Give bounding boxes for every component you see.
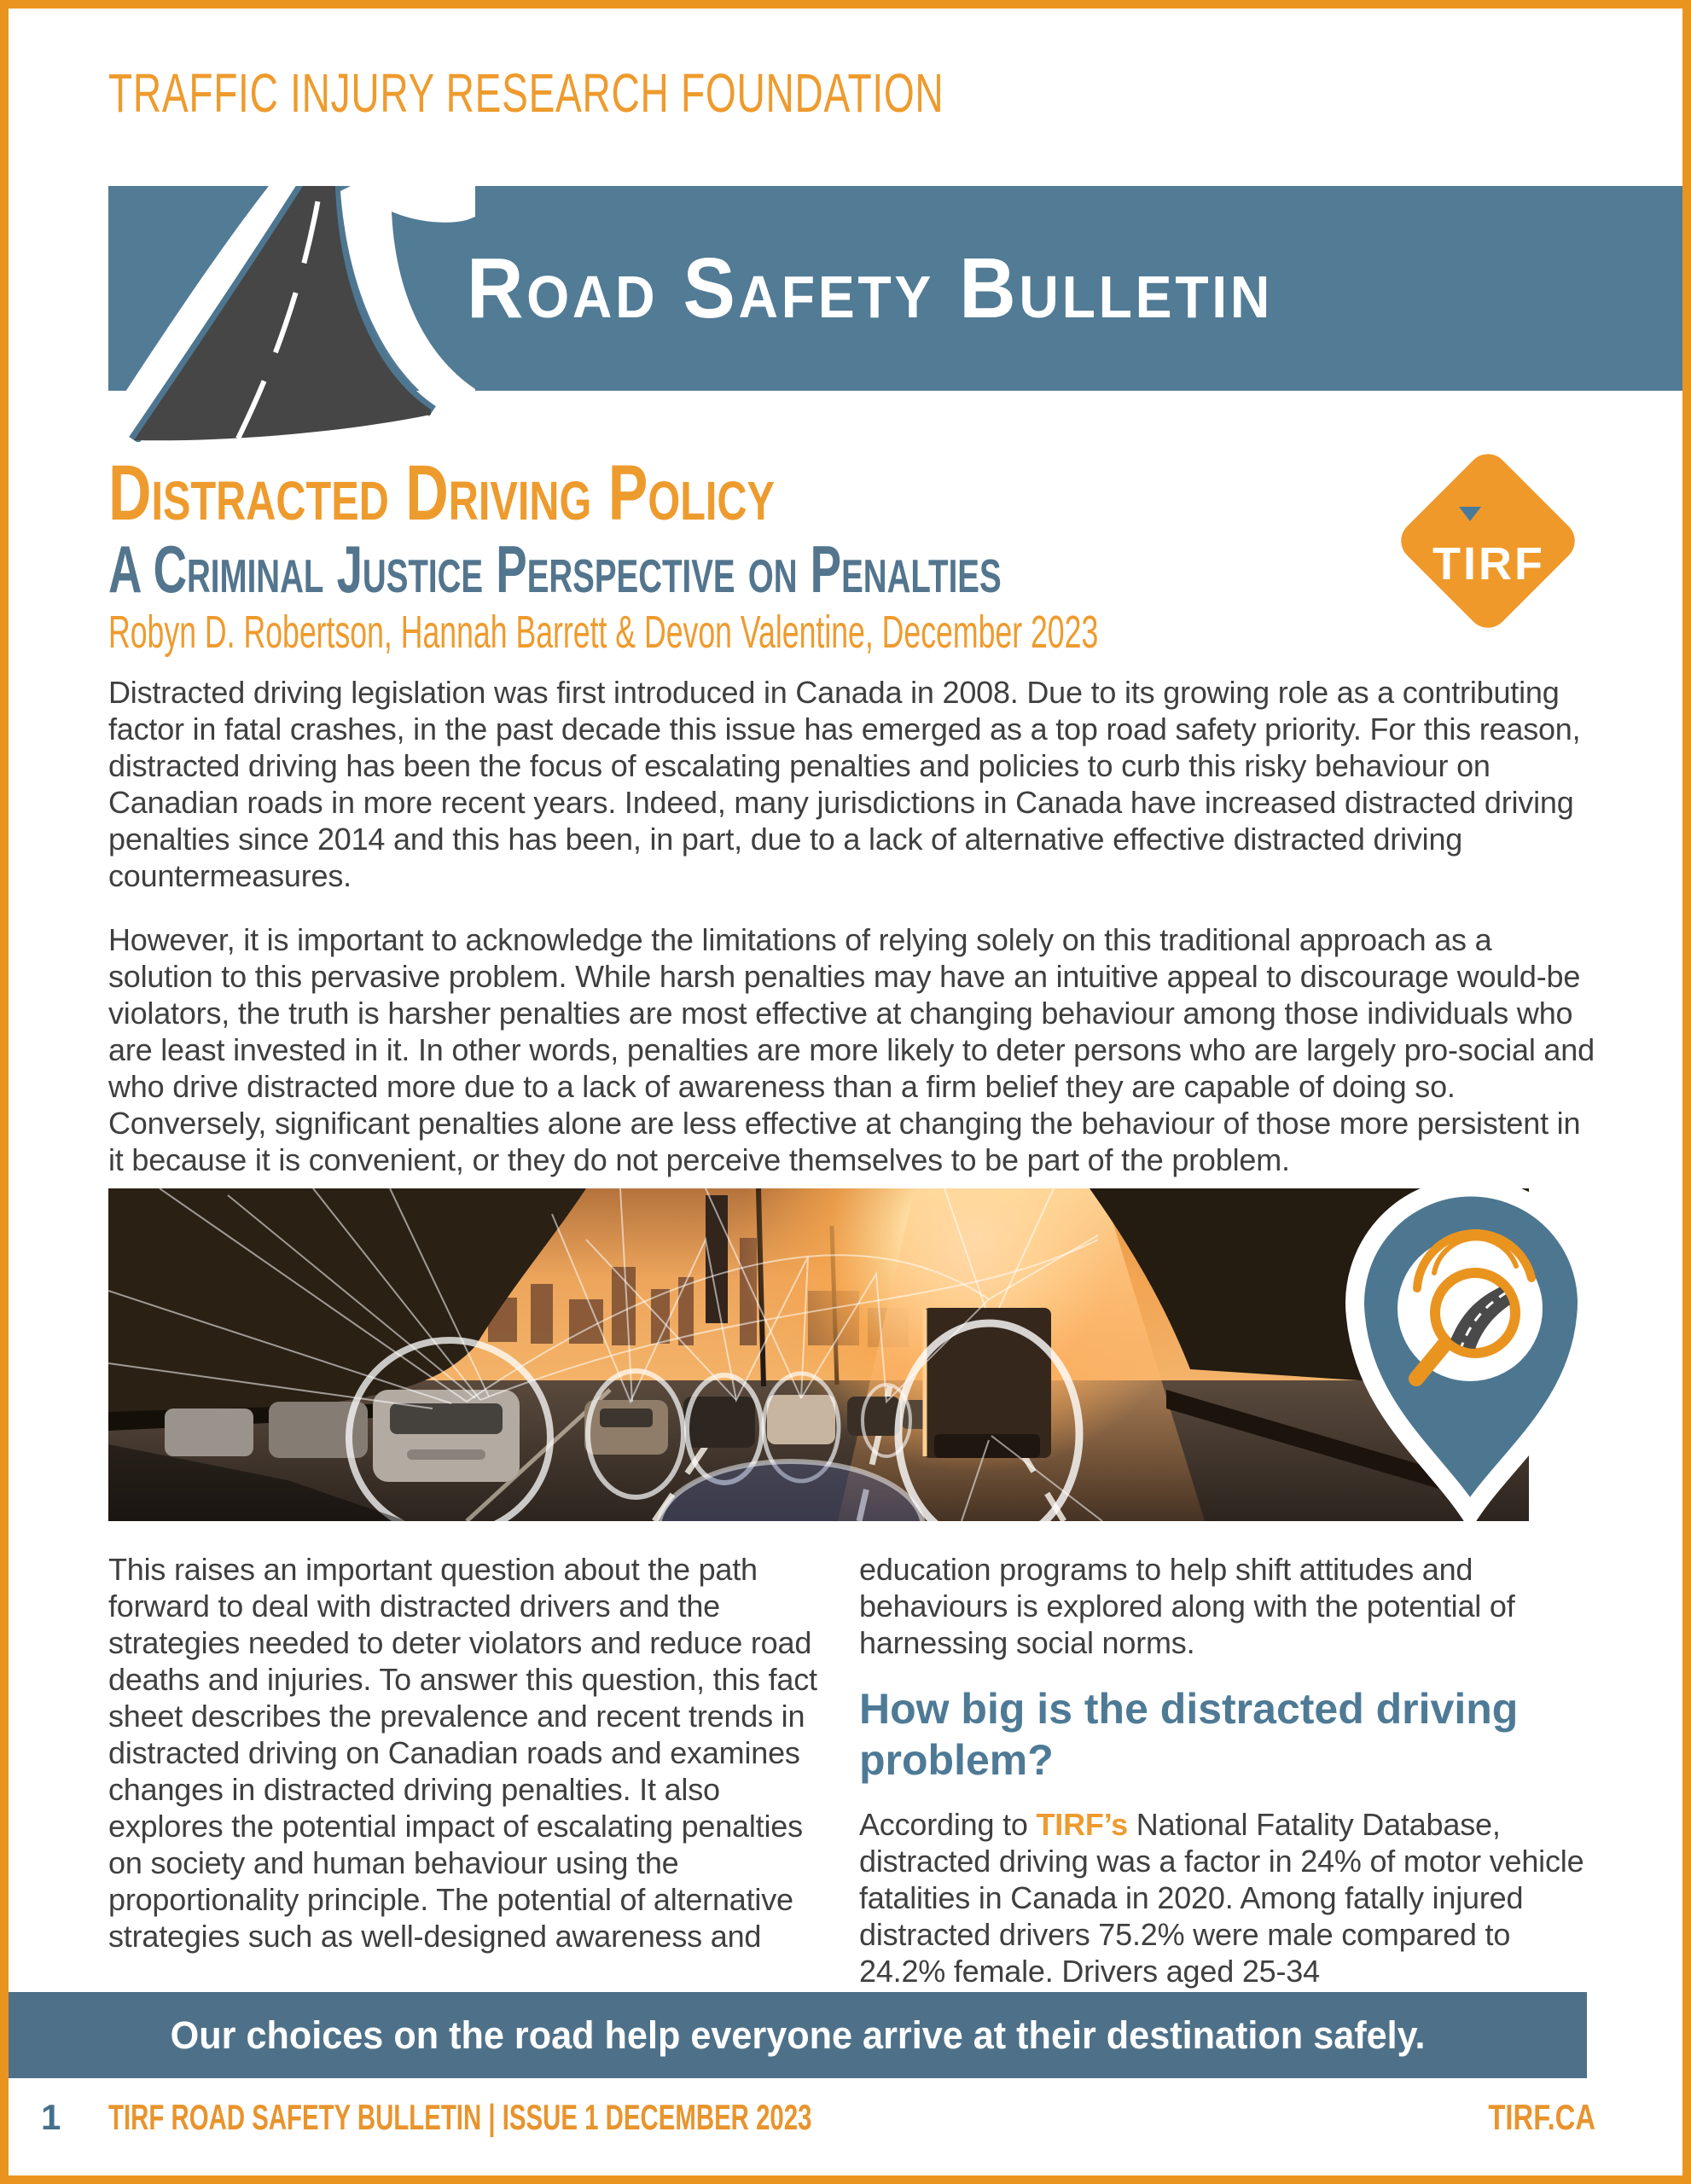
left-column-paragraph: This raises an important question about the path forward to deal with distracted drivers and the strategies needed to deter violators and reduce road deaths and injuries. To answer this question, this fact sheet describes the prevalence and recent trends in distracted driving on Canadian roads and examines changes in distracted driving penalties. It also explores the potential impact of escalating penalties on society and human behaviour using the proportionality principle. The potential of alternative strategies such as well-designed awareness and: [108, 1552, 817, 1954]
road-graphic: [108, 186, 475, 442]
document-byline: Robyn D. Robertson, Hannah Barrett & Devon Valentine, December 2023: [108, 607, 1099, 658]
page-number: 1: [41, 2097, 61, 2137]
document-title: Distracted Driving Policy: [108, 450, 775, 537]
publisher-name: TRAFFIC INJURY RESEARCH FOUNDATION: [108, 62, 944, 124]
paragraph-text: National Fatality Database, distracted driving was a factor in 24% of motor vehicle fatalities in Canada in 2020. Among fatally injured distracted drivers 75.2% were male compared to 24.2% female. Drivers aged 25-34: [859, 1807, 1584, 1989]
paragraph-text: According to: [859, 1807, 1037, 1842]
tirf-highlight: TIRF’s: [1036, 1807, 1128, 1842]
intro-paragraph-2: However, it is important to acknowledge the limitations of relying solely on this traditional approach as a solution to this pervasive problem. While harsh penalties may have an intuitive appeal to discourage would-be violators, the truth is harsher penalties are most effective at changing behaviour among those individuals who are least invested in it. In other words, penalties are more likely to deter persons who are largely pro-social and who drive distracted more due to a lack of awareness than a firm belief they are capable of doing so. Conversely, significant penalties alone are less effective at changing the behaviour of those more persistent in it because it is convenient, or they do not perceive themselves to be part of the problem.: [108, 922, 1595, 1177]
intro-paragraph-1: Distracted driving legislation was first introduced in Canada in 2008. Due to its growing role as a contributing factor in fatal crashes, in the past decade this issue has emerged as a top road safety priority. For this reason, distracted driving has been the focus of escalating penalties and policies to curb this risky behaviour on Canadian roads in more recent years. Indeed, many jurisdictions in Canada have increased distracted driving penalties since 2014 and this has been, in part, due to a lack of alternative effective distracted driving countermeasures.: [108, 675, 1581, 893]
section-heading: How big is the distracted driving problem?: [859, 1685, 1519, 1784]
column-right: [859, 1551, 1595, 1989]
tirf-logo-caret-icon: [1459, 507, 1481, 521]
traffic-photo: [108, 1188, 1529, 1521]
masthead-title: Road Safety Bulletin: [467, 240, 1274, 336]
tirf-pin-logo: [1332, 1179, 1608, 1525]
tirf-logo-text: TIRF: [1432, 538, 1545, 590]
tagline-text: Our choices on the road help everyone arrive at their destination safely.: [170, 2013, 1426, 2057]
column-left: [108, 1551, 823, 1989]
right-column-paragraph-2: [859, 1806, 1595, 1989]
right-column-paragraph-1: education programs to help shift attitudes and behaviours is explored along with the potential of harnessing social norms.: [859, 1552, 1515, 1660]
footer-issue-text: TIRF ROAD SAFETY BULLETIN | ISSUE 1 DECEMBER 2023: [108, 2097, 812, 2137]
tagline-banner: [9, 1992, 1587, 2078]
two-column-section: [108, 1551, 1595, 1989]
footer-website-link[interactable]: TIRF.CA: [1488, 2097, 1595, 2137]
document-subtitle: A Criminal Justice Perspective on Penalties: [108, 531, 1002, 607]
